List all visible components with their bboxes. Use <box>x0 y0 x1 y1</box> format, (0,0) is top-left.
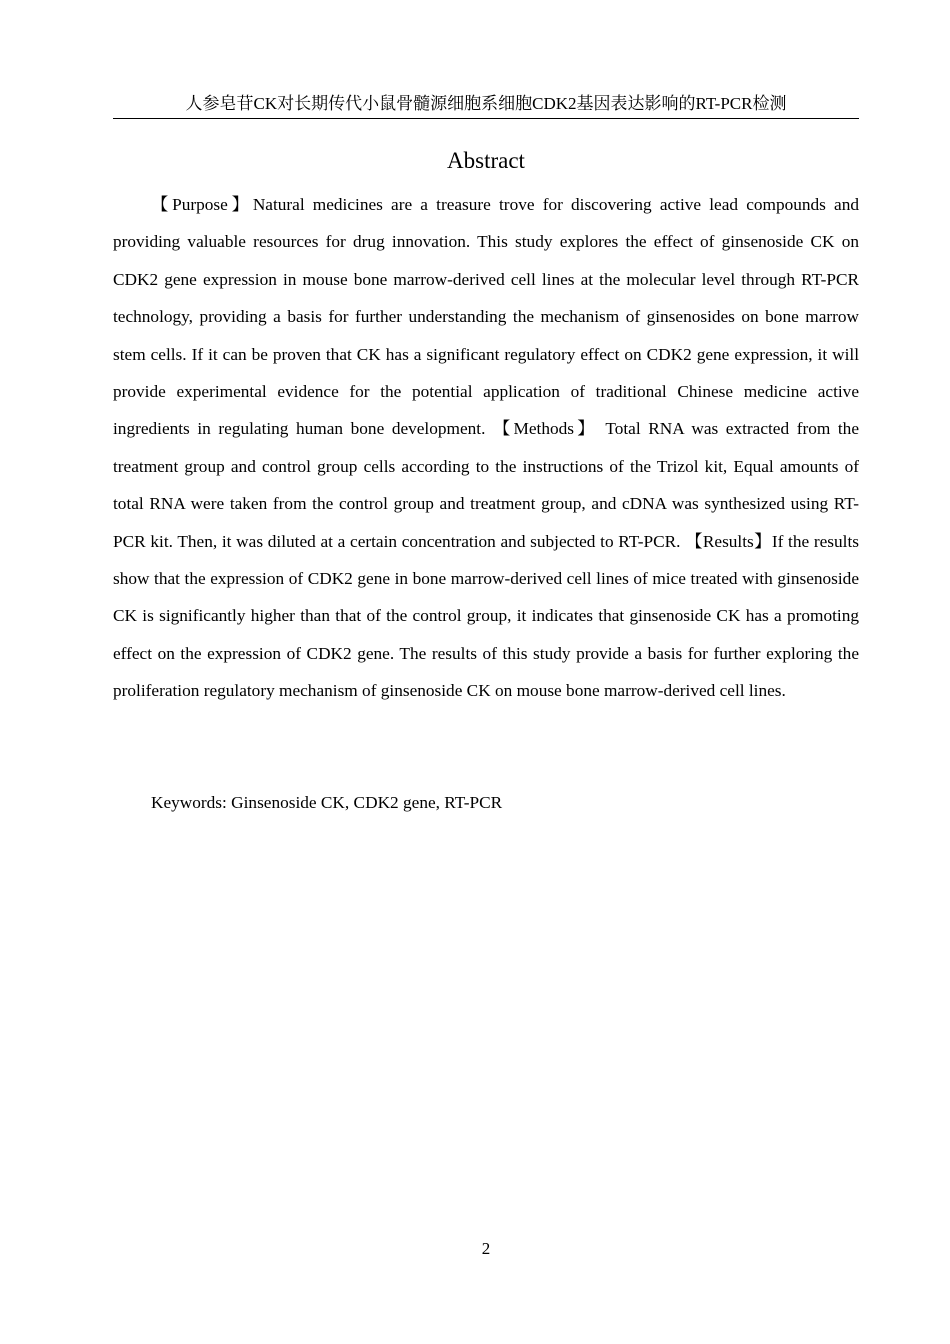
running-header <box>113 92 859 119</box>
purpose-label: 【Purpose】 <box>151 195 253 214</box>
methods-text: Total RNA was extracted from the treatment group and control group cells according to the instructions of the Trizol kit, Equal amounts of total RNA were taken from the control group and treatment group, and cDNA was synthesized using RT-PCR kit. Then, it was diluted at a certain concentration and subjected to RT-PCR. <box>113 419 859 551</box>
results-text: If the results show that the expression of CDK2 gene in bone marrow-derived cell lines of mice treated with ginsenoside CK is significantly higher than that of the control group, it indicates that ginsenoside CK has a promoting effect on the expression of CDK2 gene. The results of this study provide a basis for further exploring the proliferation regulatory mechanism of ginsenoside CK on mouse bone marrow-derived cell lines. <box>113 531 859 701</box>
purpose-text: Natural medicines are a treasure trove for discovering active lead compounds and providing valuable resources for drug innovation. This study explores the effect of ginsenoside CK on CDK2 gene expression in mouse bone marrow-derived cell lines at the molecular level through RT-PCR technology, providing a basis for further understanding the mechanism of ginsenosides on bone marrow stem cells. If it can be proven that CK has a significant regulatory effect on CDK2 gene expression, it will provide experimental evidence for the potential application of traditional Chinese medicine active ingredients in regulating human bone development. <box>113 195 860 439</box>
abstract-body <box>113 186 859 710</box>
results-label: 【Results】 <box>685 531 772 551</box>
methods-label: 【Methods】 <box>492 419 598 439</box>
running-header-title: 人参皂苷CK对长期传代小鼠骨髓源细胞系细胞CDK2基因表达影响的RT-PCR检测 <box>185 94 787 113</box>
page-number: 2 <box>481 1239 491 1258</box>
keywords-line: Keywords: Ginsenoside CK, CDK2 gene, RT-PCR <box>151 793 503 812</box>
abstract-title: Abstract <box>447 148 525 173</box>
